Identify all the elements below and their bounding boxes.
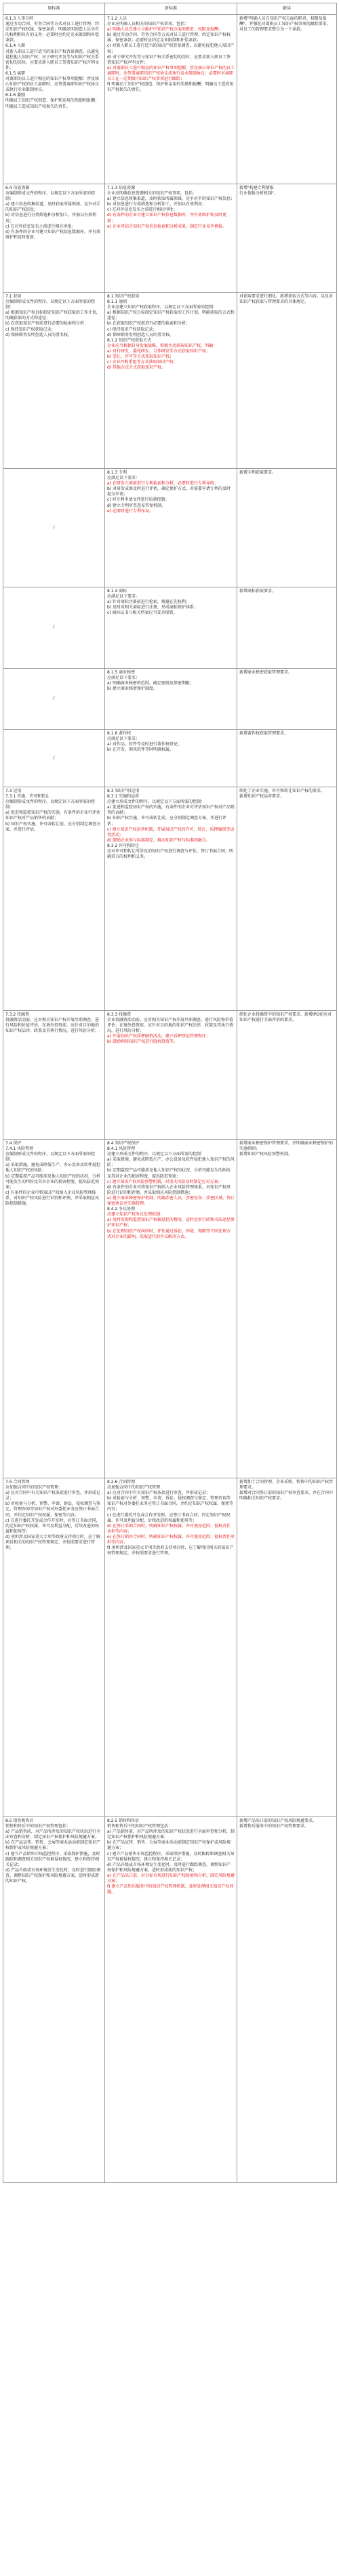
cell-text-line: 应编制形成文件的程序，以规定以下方面所需的控制： (5, 191, 96, 202)
old-standard-cell (3, 587, 105, 669)
cell-text-line: e) 必要时进行专利布局。 (107, 508, 153, 514)
table-row (3, 787, 337, 1011)
old-standard-cell (3, 469, 105, 587)
cell-text-line: 6.1.6 激励 (5, 93, 26, 98)
cell-text-line: a) 对作品、软件等及时进行著作权登记； (107, 742, 182, 747)
cell-text-line: 应编制形成文件的程序，以规定以下方面所需的控制： (5, 1152, 96, 1163)
old-standard-cell (3, 730, 105, 787)
cell-text-line: 新增售后服务中的知识产权管理要求。 (239, 1824, 309, 1829)
cell-text-line: e) 在产品出口前，对目标市场进行知识产权检索和分析，制定风险规避方案； (107, 1873, 235, 1884)
new-standard-cell (105, 15, 237, 184)
cell-text-line: b) 定期监控产品可能涉及他人知识产权的状况，分析可能发生的纠纷及其对企业的损害程度，提出防范预案； (107, 1168, 231, 1179)
header-row (3, 3, 337, 15)
cell-text-line: a) 明确人员在建立与维护中知识产权方面的职责、权限及报酬； (107, 27, 222, 33)
new-standard-cell (105, 293, 237, 469)
cell-text-line: 应满足以下要求： (107, 676, 140, 681)
cell-text-line: c) 建立知识产权风险预警机制，对重大风险及时制定应对方案； (107, 1179, 222, 1184)
cell-text-line: b) 对检索与分析、预警、申请、诉讼、侵权调查与鉴定、管理咨询等知识产权对外委托业务应签订书面合同，并约定知识产权权属、保密等内容； (107, 1496, 234, 1512)
old-standard-cell (3, 184, 105, 293)
new-standard-cell (105, 1478, 237, 1817)
cell-text-line: 通过劳动合同、劳务合同等方式对员工进行管理，约定知识产权权属、保密条款；明确发明创造人员享有的权利和负有的义务；必要时应约定竞业限制和补偿条款。 (5, 22, 100, 43)
cell-text-line: / (53, 696, 55, 701)
header-new-standard: 新标准 (105, 3, 237, 15)
cell-text-line: 8.1.6 著作权 (107, 731, 132, 736)
interpretation-cell (237, 730, 337, 787)
table-row (3, 15, 337, 184)
cell-text-line: e) 建立商业秘密保护机制，明确涉密人员、涉密设备、涉密区域，签订保密协议并实施管理。 (107, 1195, 235, 1207)
new-standard-cell (105, 469, 237, 587)
cell-text-line: 8.2.6 合同管理 (107, 1480, 136, 1484)
cell-text-line: 新增商业秘密获取管理要求。 (239, 670, 293, 675)
cell-text-line: 新增知识产权风险预警机制。 (239, 1152, 293, 1157)
cell-text-line: a) 在研发立项前进行专利检索和分析，必要时进行专利导航； (107, 481, 218, 486)
cell-text-line: a) 自行研发、委托研发、合作研发等方式获取知识产权； (107, 348, 210, 354)
cell-text-line: 新增商标获取要求。 (239, 589, 277, 594)
cell-text-line: c) 在对外信息发布之前进行相应审批； (107, 207, 178, 213)
cell-text-line: b) 鼓励利用知识产权进行股权投资等。 (107, 1039, 178, 1045)
table-row (3, 1011, 337, 1140)
cell-text-line: 应加强合同中的知识产权管理： (107, 1485, 165, 1491)
old-standard-cell (3, 293, 105, 469)
cell-text-line: c) 建立知识产权运营机制，开展知识产权的许可、转让、质押融资等运营活动； (107, 827, 235, 837)
cell-text-line: 新增"明确人员在知识产权方面的职责、权限及报酬"，并强化对离职员工知识产权事项的跟踪要求。 (239, 16, 331, 27)
cell-text-line: 8.1.4 商标 (107, 589, 127, 594)
cell-text-line: b) 知识产权实施、许可或转让前，应分别制定调查方案，并进行评估。 (5, 821, 101, 832)
cell-text-line: b) 知识产权实施、许可或转让前，应分别制定调查方案，并进行评估； (107, 816, 227, 827)
cell-text-line: b) 在处理知识产权纠纷时，评估通过诉讼、仲裁、和解等不同处理方式对企业的影响，选取适宜的争议解决方式。 (107, 1228, 231, 1239)
interpretation-cell (237, 15, 337, 184)
cell-text-line: 7.3.2 投融资 (5, 1012, 30, 1017)
cell-text-line: c) 建立产品销售市场监控程序，采取保护措施，及时跟踪和调查相关知识产权被侵权情况，建立和保持相关记录； (107, 1851, 235, 1862)
cell-text-line: c) 有条件的企业可将知识产权纳入企业风险管理体系，对知识产权风险进行识别和评测，并采取相应风险控制措施。 (5, 1190, 100, 1207)
cell-text-line: c) 保持知识产权获取记录； (107, 327, 157, 332)
cell-text-line: 销售和售后中的知识产权管理包括： (5, 1824, 71, 1829)
cell-text-line: a) 产品销售前，对产品所涉及的知识产权状况进行全面审查和分析，制定知识产权保护和风险规避方案； (5, 1829, 100, 1840)
cell-text-line: d) 在签订采购合同时，明确知识产权权属、许可使用范围、侵权责任承担等内容； (107, 1523, 231, 1534)
cell-text-line: 6.1.5 离职 (5, 70, 26, 76)
cell-text-line: a) 根据知识产权目标制定知识产权获取的工作计划，明确获取的方式和途径； (107, 310, 235, 321)
cell-text-line: d) 其他合法方式获取知识产权。 (107, 365, 166, 371)
cell-text-line: 7.1.3 信息资源 (107, 186, 136, 190)
cell-text-line: 8.1 知识产权获取 (107, 294, 140, 299)
cell-text-line: c) 在对外信息发布之前进行相应审批； (5, 224, 76, 229)
header-old-standard: 原标准 (3, 3, 105, 15)
cell-text-line: 企业应明确信息资源相关的知识产权事项，包括： (107, 191, 197, 196)
cell-text-line: 8.3.2 许可和转让 (107, 843, 140, 848)
interpretation-cell (237, 469, 337, 587)
cell-text-line: d) 鼓励企业参与标准制定，推动知识产权与标准的融合。 (107, 837, 211, 843)
cell-text-line: a) 明确商业秘密的范围，确定密级及保密期限； (107, 681, 194, 686)
new-standard-cell (105, 1011, 237, 1140)
cell-text-line: 应编制形成文件的程序，以规定以下方面所需的控制： (5, 799, 96, 810)
cell-text-line: e) 企业可结合知识产权信息检索和分析成果，制定行业竞争情报。 (107, 224, 226, 229)
cell-text-line: d) 建立专利审查意见答复机制。 (107, 503, 166, 508)
cell-text-line: 6.1.3 人事合同 (5, 16, 34, 21)
cell-text-line: a) 采取措施，避免或降低生产、办公设备及软件侵犯他人知识产权的风险； (107, 1157, 235, 1168)
cell-text-line: e) 在签订销售合同时，明确知识产权权属、许可使用范围、侵权责任承担等内容； (107, 1534, 235, 1545)
cell-text-line: d) 产品升级或市场环境发生变化时，及时进行跟踪调查，调整知识产权保护和风险规避方案，适时形成新的知识产权。 (5, 1867, 101, 1884)
cell-text-line: b) 对研发成果及时进行评估，确定保护方式，对需要申请专利的及时提交申请； (107, 486, 231, 497)
old-standard-cell (3, 1011, 105, 1140)
cell-text-line: d) 承担涉及国家重大专项等政府支持项目时，应了解项目相关的知识产权管理规定，并按照要求进行管理。 (5, 1534, 101, 1551)
cell-text-line: 6.1.4 入职 (5, 43, 26, 49)
cell-text-line: 对离职的员工进行相应的知识产权事项提醒；涉及核心知识产权的员工离职时，应签署离职知识产权协议或执行竞业限制协议。 (5, 77, 100, 93)
table-row (3, 1817, 337, 2183)
cell-text-line: a) 开展知识产权质押融资活动，建立质押登记管理程序； (107, 1034, 210, 1039)
comparison-table (3, 3, 337, 2183)
cell-text-line: a) 应对合同中有关知识产权条款进行审查，并形成记录； (107, 1491, 210, 1496)
old-standard-cell (3, 669, 105, 730)
cell-text-line: 8.1.5 商业秘密 (107, 670, 136, 675)
cell-text-line: c) 企业并购重组等方式获取知识产权； (107, 360, 178, 365)
cell-text-line: 新增商业秘密保护管理要求，并明确商业秘密保护的实施细则； (239, 1141, 334, 1152)
cell-text-line: 应满足以下要求： (107, 594, 140, 600)
cell-text-line: 新增专利获取要求。 (239, 470, 277, 475)
comparison-document (3, 3, 336, 2571)
cell-text-line: b) 在产品宣传、销售、会展等商业活动前制定知识产权保护或风险规避方案； (5, 1840, 101, 1851)
old-standard-cell (3, 15, 105, 184)
cell-text-line: 6.4 信息资源 (5, 186, 30, 190)
cell-text-line: 企业应建立知识产权获取程序，以规定以下方面所需的控制： (107, 305, 218, 310)
interpretation-cell (237, 587, 337, 669)
interpretation-cell (237, 1140, 337, 1478)
cell-text-line: d) 保障职务发明创造人员的署名权。 (107, 332, 174, 337)
cell-text-line: 细化了企业实施、许可和转让知识产权的要求。 (239, 789, 325, 793)
cell-text-line: 8.2.5 销售和售后 (107, 1819, 140, 1823)
cell-text-line: 8.3.3 投融资 (107, 1012, 132, 1017)
cell-text-line: 对获取要求进行细化。新增获取方式等内容，以及对知识产权获取与管理要求的具体规定。 (239, 294, 334, 305)
cell-text-line: 8.3 知识产权运用 (107, 789, 140, 793)
new-standard-cell (105, 1817, 237, 2183)
cell-text-line: b) 通过劳动合同、劳务合同等方式对员工进行管理，约定知识产权权属、保密条款；必要时应约定竞业限制和补偿条款； (107, 33, 231, 43)
cell-text-line: 新增知识产权运营要求。 (239, 794, 285, 799)
cell-text-line: b) 对信息进行分类筛选和分析加工，并加以有效利用； (107, 202, 207, 207)
cell-text-line: 企业投融资活动前，应对相关知识产权开展尽职调查，进行风险和价值评估；在境外投资前，应针对目的地的知识产权法律、政策及其执行情况，进行风险分析。 (107, 1018, 234, 1034)
cell-text-line: a) 针对商标注册前进行检索，规避在先权利； (107, 600, 190, 605)
table-row (3, 1478, 337, 1817)
cell-text-line: 8.4 知识产权保护 (107, 1141, 140, 1146)
cell-text-line: 明确员工知识产权创造、保护和运用的奖励和报酬；明确员工造成知识产权损失的责任。 (5, 98, 100, 109)
cell-text-line: f) 明确员工知识产权创造、保护和运用的奖励和报酬；明确员工造成知识产权损失的责任。 (107, 82, 234, 93)
cell-text-line: a) 采取措施，避免或降低生产、办公设备及软件侵犯他人知识产权的风险； (5, 1163, 100, 1173)
cell-text-line: 7.4 保护 (5, 1141, 22, 1146)
cell-text-line: b) 在获取知识产权前进行必要的检索和分析； (5, 321, 89, 327)
cell-text-line: 7.5 合同管理 (5, 1480, 30, 1484)
cell-text-line: 8.1.1 通则 (107, 299, 127, 305)
cell-text-line: a) 建立信息收集渠道，及时获取所属领域、竞争对手的知识产权信息； (5, 202, 100, 213)
cell-text-line: d) 有条件的企业可建立知识产权信息数据库，并有效维护和及时更新； (107, 213, 227, 224)
cell-text-line: d) 有条件的企业可建立知识产权信息数据库，并有效维护和及时更新。 (5, 229, 101, 240)
cell-text-line: 行业情报分析机制"。 (239, 191, 278, 196)
cell-text-line: 新增产品出口前的知识产权风险规避要求。 (239, 1819, 317, 1823)
cell-text-line: 应加强合同中的知识产权管理： (5, 1485, 63, 1491)
cell-text-line: 细化企业投融资中的知识产权要求，新增IPO前应对知识产权进行全面评估的要求。 (239, 1012, 332, 1023)
cell-text-line: 销售和售后中的知识产权管理包括： (107, 1824, 173, 1829)
old-standard-cell (3, 1140, 105, 1478)
cell-text-line: 新增对合同签订前的知识产权审查要求，并在合同中明确相关知识产权要求。 (239, 1491, 334, 1501)
cell-text-line: d) 产品升级或市场环境发生变化时，及时进行跟踪调查，调整知识产权保护和风险规避方案，适时形成新的知识产权； (107, 1862, 231, 1873)
new-standard-cell (105, 730, 237, 787)
cell-text-line: 应编制形成文件的程序，以规定以下方面所需的控制： (5, 299, 96, 310)
cell-text-line: 应建立知识产权争议处理机制： (107, 1212, 165, 1218)
cell-text-line: d) 保障职务发明创造人员的署名权。 (5, 332, 73, 337)
cell-text-line: b) 定期监控产品可能涉及他人知识产权的状况，分析可能发生的纠纷及其对企业的损害程度，提出防范预案； (5, 1173, 101, 1190)
cell-text-line: / (53, 625, 55, 630)
cell-text-line: 7.1.2 人员 (107, 16, 127, 21)
old-standard-cell (3, 787, 105, 1011)
cell-text-line: d) 有条件的企业可将知识产权纳入企业风险管理体系，对知识产权风险进行识别和评测，并采取相应风险控制措施； (107, 1184, 231, 1195)
cell-text-line: 应对许可和转让所涉及的知识产权进行调查与评估，签订书面合同，明确双方的权利和义务。 (107, 849, 234, 860)
cell-text-line: 对新入职员工进行适当的知识产权背景调查，以避免侵犯他人知识产权；对于研究开发等与知识产权关系密切的岗位，应要求新入职员工签署知识产权声明文件。 (5, 49, 100, 70)
interpretation-cell (237, 1478, 337, 1817)
cell-text-line: 投融资活动前，应对相关知识产权开展尽职调查，进行风险和价值评估。在境外投资前，应针对目的地的知识产权法律、政策及其执行情况，进行风险分析。 (5, 1018, 100, 1034)
cell-text-line: a) 根据知识产权目标制定知识产权获取的工作计划，明确获取的方式和途径； (5, 310, 100, 321)
table-row (3, 587, 337, 669)
new-standard-cell (105, 669, 237, 730)
cell-text-line: 8.1.2 知识产权获取方式 (107, 337, 152, 343)
cell-text-line: 7.3 运用 (5, 789, 22, 793)
cell-text-line: b) 及时对相关商标进行注册，形成商标保护体系； (107, 605, 199, 610)
cell-text-line: c) 建立产品销售市场监控程序，采取保护措施，及时跟踪和调查相关知识产权被侵权情况，建立和保持相关记录； (5, 1851, 100, 1867)
cell-text-line: 新增著作权获取管理要求。 (239, 731, 289, 736)
cell-text-line: 8.4.2 争议处理 (107, 1207, 136, 1212)
interpretation-cell (237, 787, 337, 1011)
cell-text-line: b) 在开发、购买软件等时明确权属。 (107, 747, 174, 753)
cell-text-line: 8.5 销售和售后 (5, 1819, 34, 1823)
header-interpretation: 解读 (237, 3, 337, 15)
cell-text-line: 应满足以下要求： (107, 736, 140, 742)
cell-text-line: / (53, 524, 55, 530)
cell-text-line: a) 应对合同中有关知识产权条款进行审查，并形成记录； (5, 1491, 100, 1501)
new-standard-cell (105, 1140, 237, 1478)
table-row (3, 184, 337, 293)
cell-text-line: 企业应当根据自身发展战略，积极主动获取知识产权，明确： (107, 343, 218, 348)
cell-text-line: c) 对专利申请文件进行质量控制； (107, 497, 170, 503)
cell-text-line: 新增加了合同管理，企业采购、销售中的知识产权管理要求。 (239, 1480, 334, 1491)
cell-text-line: b) 对信息进行分类筛选和分析加工，并加以有效利用； (5, 213, 97, 224)
cell-text-line: f) 承担涉及国家重大专项等政府支持项目时，应了解项目相关的知识产权管理规定，并按照要求进行管理。 (107, 1545, 234, 1556)
cell-text-line: / (53, 755, 55, 760)
cell-text-line: b) 建立商业秘密保护制度。 (107, 686, 158, 692)
cell-text-line: c) 对新入职员工进行适当的知识产权背景调查，以避免侵犯他人知识产权； (107, 43, 235, 54)
cell-text-line: d) 对于研究开发等与知识产权关系密切的岗位，应要求新入职员工签署知识产权声明文件； (107, 54, 231, 65)
cell-text-line: 对员工的管理要求整合为一个条款。 (239, 27, 305, 33)
cell-text-line: 8.3.1 实施和运营 (107, 794, 140, 799)
table-row (3, 669, 337, 730)
cell-text-line: b) 在获取知识产权前进行必要的检索和分析； (107, 321, 191, 327)
table-row (3, 469, 337, 587)
old-standard-cell (3, 1817, 105, 2183)
cell-text-line: b) 受让、许可等方式获取知识产权； (107, 354, 174, 360)
cell-text-line: a) 及时发现和监控知识产权被侵犯的情况，适时运用行政和司法途径保护知识产权； (107, 1218, 235, 1228)
cell-text-line: a) 促进和监控知识产权的实施，有条件的企业可评估知识产权对产品销售的贡献； (107, 805, 235, 816)
interpretation-cell (237, 293, 337, 469)
cell-text-line: a) 促进和监控知识产权的实施，有条件的企业可评估知识产权对产品销售的贡献； (5, 810, 100, 821)
cell-text-line: 8.4.1 风险管理 (107, 1146, 136, 1152)
table-row (3, 293, 337, 469)
interpretation-cell (237, 184, 337, 293)
cell-text-line: 7.3.1 实施、许可和转让 (5, 794, 50, 799)
new-standard-cell (105, 587, 237, 669)
cell-text-line: 应建立形成文件的程序，以规定以下方面所需的控制： (107, 1152, 205, 1157)
new-standard-cell (105, 787, 237, 1011)
new-standard-cell (105, 184, 237, 293)
old-standard-cell (3, 1478, 105, 1817)
cell-text-line: a) 建立信息收集渠道，及时获取所属领域、竞争对手的知识产权信息； (107, 196, 235, 202)
cell-text-line: c) 在进行委托开发或合作开发时，应签订书面合同，约定知识产权权属、许可及利益分配、后续改进的权属和使用等； (5, 1518, 100, 1534)
cell-text-line: 8.1.3 专利 (107, 470, 127, 475)
cell-text-line: c) 在进行委托开发或合作开发时，应签订书面合同，约定知识产权权属、许可及利益分配、后续改进的权属和使用等； (107, 1512, 231, 1523)
cell-text-line: b) 对检索与分析、预警、申请、诉讼、侵权调查与鉴定、管理咨询等知识产权对外委托业务应签订书面合同，并约定知识产权权属、保密等内容； (5, 1501, 101, 1518)
cell-text-line: 7.4.1 风险管理 (5, 1146, 34, 1152)
cell-text-line: 企业应明确人员相关的知识产权事项，包括： (107, 22, 189, 27)
cell-text-line: f) 建立产品售后服务中的知识产权管理机制，及时处理相关知识产权问题。 (107, 1884, 234, 1895)
table-row (3, 730, 337, 787)
table-body (3, 15, 337, 2183)
interpretation-cell (237, 1817, 337, 2183)
cell-text-line: 新增"构建专利情报 (239, 186, 274, 190)
cell-text-line: c) 保持知识产权获取记录； (5, 327, 56, 332)
cell-text-line: e) 对离职员工进行相应的知识产权事项提醒，涉及核心知识产权的员工离职时，应签署离职知识产权协议或执行竞业限制协议；必要时对离职员工在一定期限内知识产权事项进行跟踪； (107, 65, 235, 82)
cell-text-line: 7.1 获取 (5, 294, 22, 299)
interpretation-cell (237, 669, 337, 730)
table-row (3, 1140, 337, 1478)
cell-text-line: 应满足以下要求： (107, 476, 140, 481)
cell-text-line: b) 在产品宣传、销售、会展等商业活动前制定知识产权保护或风险规避方案； (107, 1840, 231, 1851)
cell-text-line: c) 商标证书与相关档案应当妥善保管。 (107, 610, 178, 616)
cell-text-line: 应建立形成文件的程序，以规定以下方面所需的控制： (107, 799, 205, 805)
cell-text-line: a) 产品销售前，对产品所涉及的知识产权状况进行全面审查和分析，制定知识产权保护和风险规避方案； (107, 1829, 235, 1840)
interpretation-cell (237, 1011, 337, 1140)
